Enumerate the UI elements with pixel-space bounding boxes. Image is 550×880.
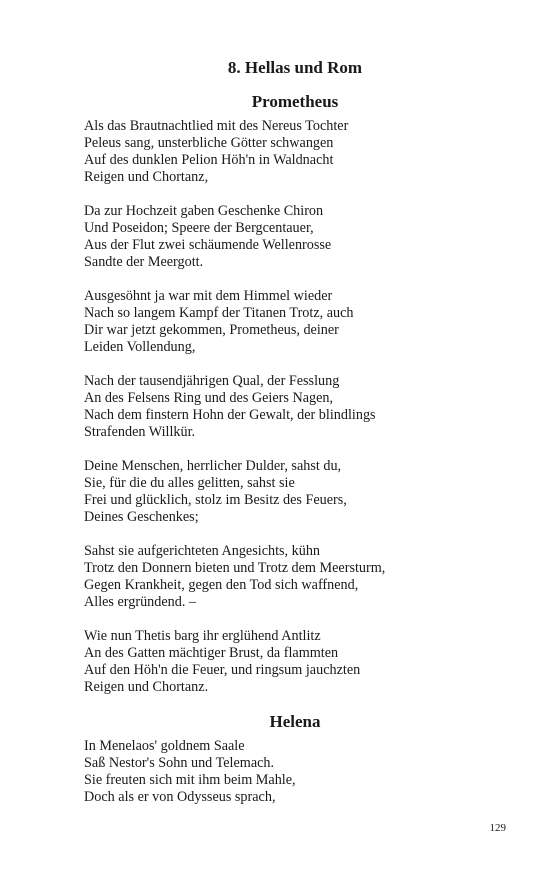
verse-line: Saß Nestor's Sohn und Telemach.: [84, 755, 275, 771]
verse-line: Deines Geschenkes;: [84, 509, 199, 525]
verse-line: An des Gatten mächtiger Brust, da flammten: [84, 645, 339, 661]
verse-line: Wie nun Thetis barg ihr erglühend Antlitz: [84, 628, 321, 644]
stanza: [84, 543, 385, 611]
verse-line: In Menelaos' goldnem Saale: [84, 738, 245, 754]
verse-line: Auf des dunklen Pelion Höh'n in Waldnacht: [84, 152, 334, 168]
verse-line: Auf den Höh'n die Feuer, und ringsum jauchzten: [84, 662, 361, 678]
verse-line: Als das Brautnachtlied mit des Nereus Tochter: [84, 118, 349, 134]
verse-line: Trotz den Donnern bieten und Trotz dem Meersturm,: [84, 560, 386, 576]
verse-line: Sandte der Meergott.: [84, 254, 204, 270]
verse-line: Frei und glücklich, stolz im Besitz des Feuers,: [84, 492, 347, 508]
stanza: [84, 628, 385, 696]
verse-line: Leiden Vollendung,: [84, 339, 196, 355]
verse-line: Deine Menschen, herrlicher Dulder, sahst du,: [84, 458, 342, 474]
verse-line: Alles ergründend. –: [84, 594, 197, 610]
verse-line: Reigen und Chortanz,: [84, 169, 209, 185]
section-title: 8. Hellas und Rom: [227, 58, 363, 77]
stanza: [84, 373, 385, 441]
verse-line: Reigen und Chortanz.: [84, 679, 209, 695]
stanza: [84, 118, 385, 186]
verse-line: Sie freuten sich mit ihm beim Mahle,: [84, 772, 296, 788]
verse-line: Doch als er von Odysseus sprach,: [84, 789, 276, 805]
verse-line: Nach der tausendjährigen Qual, der Fesslung: [84, 373, 340, 389]
verse-line: Sie, für die du alles gelitten, sahst sie: [84, 475, 295, 491]
stanza: [84, 203, 385, 271]
verse-line: Und Poseidon; Speere der Bergcentauer,: [84, 220, 314, 236]
stanza: [84, 288, 385, 356]
verse-line: Strafenden Willkür.: [84, 424, 196, 440]
verse-line: Dir war jetzt gekommen, Prometheus, deiner: [84, 322, 339, 338]
stanza: [84, 458, 385, 526]
poem-title-helena: Helena: [269, 712, 321, 731]
page-number: 129: [489, 822, 506, 834]
verse-line: Sahst sie aufgerichteten Angesichts, kühn: [84, 543, 321, 559]
verse-line: An des Felsens Ring und des Geiers Nagen,: [84, 390, 334, 406]
verse-line: Ausgesöhnt ja war mit dem Himmel wieder: [84, 288, 333, 304]
verse-line: Peleus sang, unsterbliche Götter schwangen: [84, 135, 334, 151]
poem-title-prometheus: Prometheus: [251, 92, 339, 111]
verse-line: Nach dem finstern Hohn der Gewalt, der blindlings: [84, 407, 376, 423]
verse-line: Aus der Flut zwei schäumende Wellenrosse: [84, 237, 332, 253]
verse-line: Da zur Hochzeit gaben Geschenke Chiron: [84, 203, 324, 219]
verse-line: Gegen Krankheit, gegen den Tod sich waffnend,: [84, 577, 359, 593]
poem-prometheus: [84, 118, 385, 713]
stanza: [84, 738, 296, 806]
verse-line: Nach so langem Kampf der Titanen Trotz, auch: [84, 305, 354, 321]
poem-helena: [84, 738, 296, 823]
